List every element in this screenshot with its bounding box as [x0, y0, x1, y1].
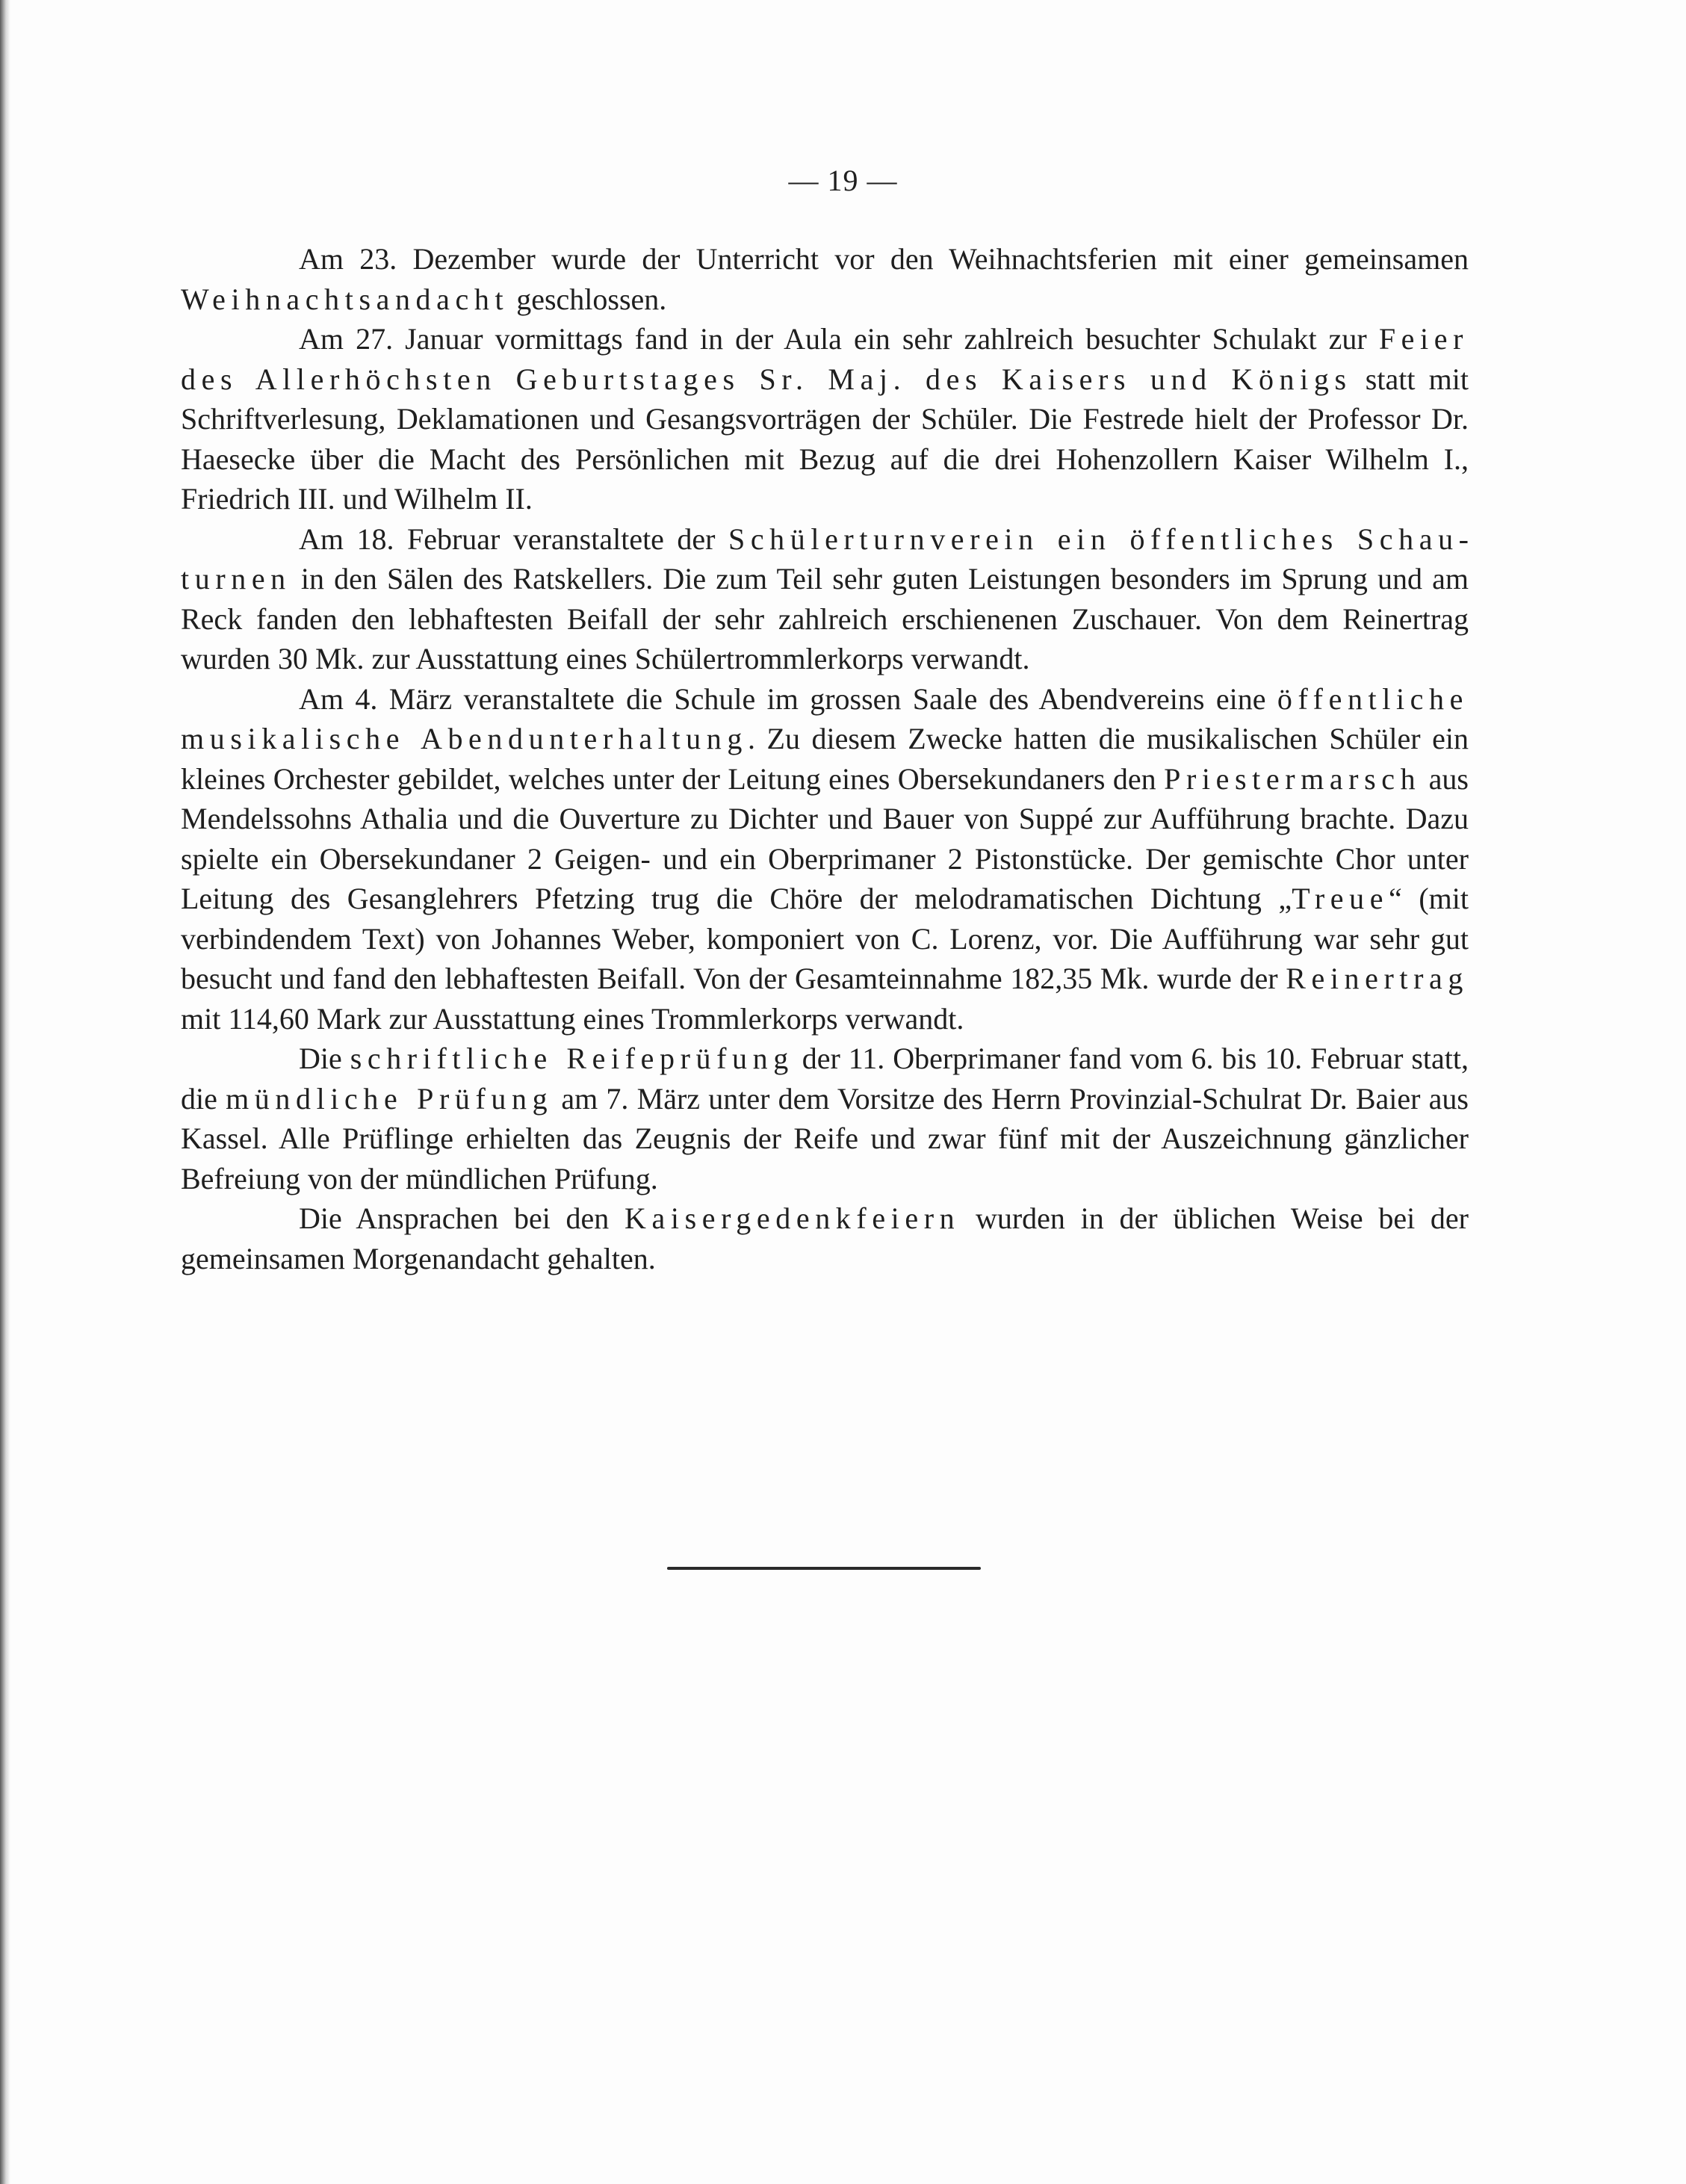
paragraph-gymnastics-show	[181, 519, 1469, 679]
text-segment: am 7. März unter dem Vorsitze des Herrn Provinzial-Schulrat Dr. Baier aus Kassel. Alle Prüflinge erhielten das Zeugnis der Reife und zwar fünf mit der Auszeichnung gänzlicher Befreiung von der mündlichen Prüfung.	[181, 1081, 1469, 1195]
text-segment: Die	[299, 1042, 350, 1075]
text-segment: “ (mit verbindendem Text) von Johannes Weber, komponiert von C. Lorenz, vor. Die Aufführung war sehr gut besucht und fand den lebhaftesten Beifall. Von der Gesamteinnahme 182,35 Mk. wurde der	[181, 882, 1469, 995]
spaced-emphasis: Schülerturnverein ein öffentliches Schauturnen	[181, 522, 1469, 596]
text-segment: mit 114,60 Mark zur Ausstattung eines Trommlerkorps verwandt.	[181, 1001, 964, 1036]
spaced-emphasis: Reinertrag	[1286, 962, 1469, 995]
page-number: — 19 —	[788, 164, 898, 197]
spaced-emphasis: Kaisergedenkfeiern	[624, 1201, 961, 1235]
text-segment: Die Ansprachen bei den	[299, 1201, 625, 1235]
text-segment: Am 4. März veranstaltete die Schule im grossen Saale des Abendvereins eine	[299, 681, 1277, 716]
page-left-edge-shadow	[0, 0, 10, 2184]
text-segment: Am 18. Februar veranstaltete der	[299, 522, 728, 556]
text-segment: wurden in der üblichen Weise bei der gemeinsamen Morgenandacht gehalten.	[181, 1201, 1469, 1275]
spaced-emphasis: öffentliche musikalische Abendunterhaltung	[181, 681, 1469, 755]
text-segment: Am 27. Januar vormittags fand in der Aula ein sehr zahlreich besuchter Schulakt zur	[299, 322, 1379, 356]
text-segment: der 11. Oberprimaner fand vom 6. bis 10. Februar statt, die	[181, 1042, 1469, 1116]
text-segment: geschlossen.	[509, 282, 667, 316]
paragraph-music-evening	[181, 679, 1469, 1039]
text-segment: Am 23. Dezember wurde der Unterricht vor den Weihnachtsferien mit einer gemeinsamen	[299, 242, 1469, 276]
text-segment: statt mit Schriftverlesung, Deklamationen und Gesangsvorträgen der Schüler. Die Festrede hielt der Professor Dr. Haesecke über die Macht des Persönlichen mit Bezug auf die drei Hohenzollern Kaiser Wilhelm I., Friedrich III. und Wilhelm II.	[181, 362, 1469, 516]
spaced-emphasis: schriftliche Reifeprüfung	[350, 1042, 794, 1075]
text-segment: in den Sälen des Ratskellers. Die zum Teil sehr guten Leistungen besonders im Sprung und am Reck fanden den lebhaftesten Beifall der sehr zahlreich erschienenen Zuschauer. Von dem Reinertrag wurden 30 Mk. zur Ausstattung eines Schülertrommlerkorps verwandt.	[181, 562, 1469, 675]
spaced-emphasis: Weihnachtsandacht	[181, 282, 509, 316]
spaced-emphasis: Treue	[1292, 882, 1389, 915]
text-segment: aus Mendelssohns Athalia und die Ouverture zu Dichter und Bauer von Suppé zur Aufführung brachte. Dazu spielte ein Obersekundaner 2 Geigen- und ein Oberprimaner 2 Pistonstücke. Der gemischte Chor unter Leitung des Gesanglehrers Pfetzing trug die Chöre der melodramatischen Dichtung „	[181, 761, 1469, 915]
body-text	[181, 239, 1469, 1278]
paragraph-christmas-service	[181, 239, 1469, 319]
paragraph-final-exam	[181, 1039, 1469, 1198]
section-end-rule	[667, 1567, 981, 1570]
spaced-emphasis: Feier des Allerhöchsten Geburtstages Sr. Maj. des Kaisers und Königs	[181, 322, 1469, 396]
spaced-emphasis: mündliche Prüfung	[226, 1081, 554, 1116]
paragraph-kaiser-memorials	[181, 1198, 1469, 1278]
paragraph-kaisers-birthday	[181, 319, 1469, 519]
spaced-emphasis: Priestermarsch	[1164, 761, 1422, 796]
text-segment: . Zu diesem Zwecke hatten die musikalischen Schüler ein kleines Orchester gebildet, welches unter der Leitung eines Obersekundaners den	[181, 722, 1469, 796]
